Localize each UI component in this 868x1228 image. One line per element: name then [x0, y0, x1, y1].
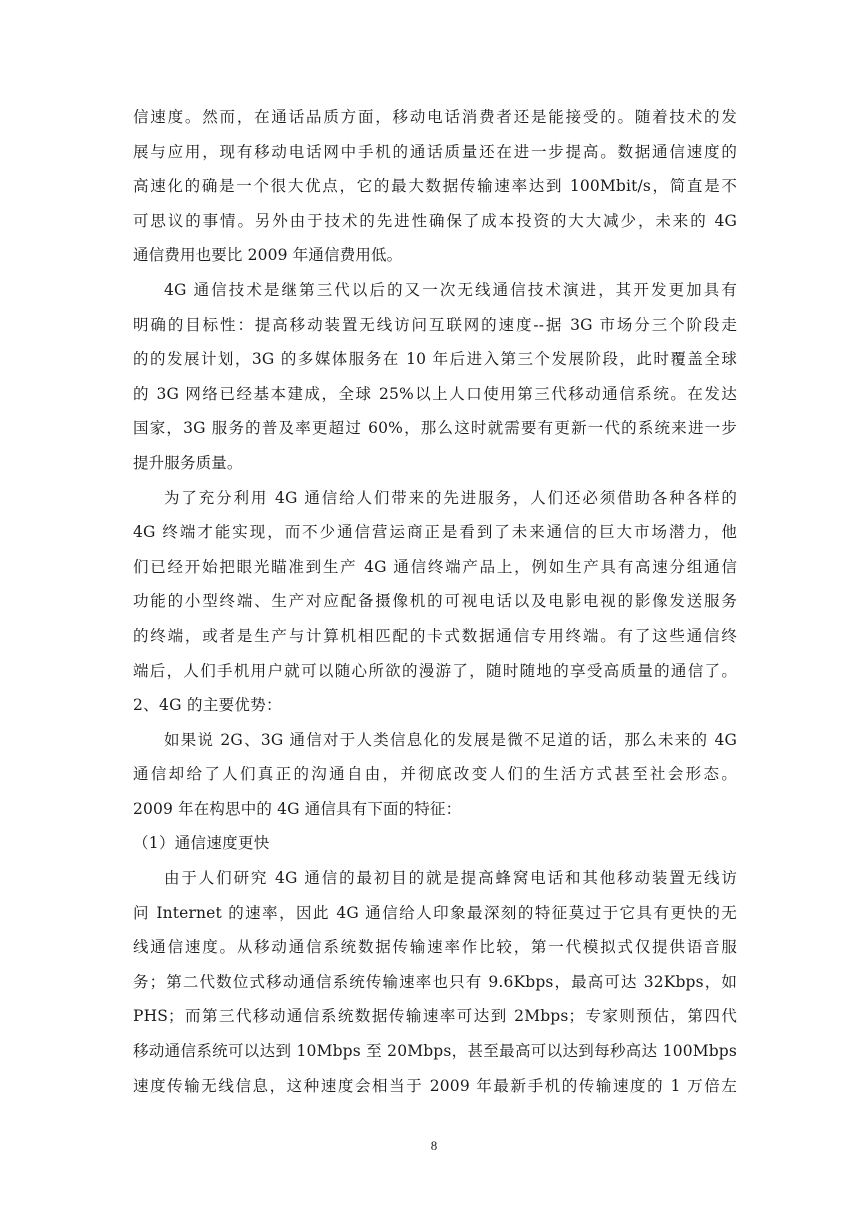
- text-line: 的的发展计划，3G 的多媒体服务在 10 年后进入第三个发展阶段，此时覆盖全球: [133, 350, 737, 369]
- text-line: 可思议的事情。另外由于技术的先进性确保了成本投资的大大减少，未来的 4G: [133, 211, 737, 230]
- page-number: 8: [430, 1138, 438, 1153]
- subsection-heading: （1）通信速度更快: [133, 834, 270, 853]
- text-line: 4G 终端才能实现，而不少通信营运商正是看到了未来通信的巨大市场潜力，他: [133, 523, 737, 542]
- text-line: 信速度。然而，在通话品质方面，移动电话消费者还是能接受的。随着技术的发: [133, 108, 737, 126]
- paragraph-first-line: 4G 通信技术是继第三代以后的又一次无线通信技术演进，其开发更加具有: [164, 280, 737, 299]
- section-heading: 2、4G 的主要优势：: [133, 696, 282, 715]
- text-line: 移动通信系统可以达到 10Mbps 至 20Mbps，甚至最高可以达到每秒高达 100Mbps: [133, 1042, 737, 1061]
- paragraph-first-line: 由于人们研究 4G 通信的最初目的就是提高蜂窝电话和其他移动装置无线访: [164, 869, 737, 888]
- text-line: 速度传输无线信息，这种速度会相当于 2009 年最新手机的传输速度的 1 万倍左: [133, 1076, 737, 1095]
- text-line: 提升服务质量。: [133, 453, 243, 472]
- text-line: 高速化的确是一个很大优点，它的最大数据传输速率达到 100Mbit/s，简直是不: [133, 177, 737, 196]
- text-line: 功能的小型终端、生产对应配备摄像机的可视电话以及电影电视的影像发送服务: [133, 592, 737, 611]
- text-line: PHS；而第三代移动通信系统数据传输速率可达到 2Mbps；专家则预估，第四代: [133, 1007, 737, 1026]
- paragraph-first-line: 如果说 2G、3G 通信对于人类信息化的发展是微不足道的话，那么未来的 4G: [164, 730, 737, 749]
- text-line: 明确的目标性：提高移动装置无线访问互联网的速度--据 3G 市场分三个阶段走: [133, 315, 737, 334]
- paragraph-first-line: 为了充分利用 4G 通信给人们带来的先进服务，人们还必须借助各种各样的: [164, 488, 737, 507]
- text-line: 问 Internet 的速率，因此 4G 通信给人印象最深刻的特征莫过于它具有更快的无: [133, 903, 737, 922]
- text-line: 的终端，或者是生产与计算机相匹配的卡式数据通信专用终端。有了这些通信终: [133, 626, 737, 645]
- body-text: [133, 100, 737, 1103]
- text-line: 国家，3G 服务的普及率更超过 60%，那么这时就需要有更新一代的系统来进一步: [133, 419, 737, 438]
- text-line: 2009 年在构思中的 4G 通信具有下面的特征：: [133, 799, 462, 818]
- text-line: 展与应用，现有移动电话网中手机的通话质量还在进一步提高。数据通信速度的: [133, 142, 737, 161]
- text-line: 通信费用也要比 2009 年通信费用低。: [133, 246, 403, 265]
- text-line: 端后，人们手机用户就可以随心所欲的漫游了，随时随地的享受高质量的通信了。: [133, 661, 737, 680]
- text-line: 务；第二代数位式移动通信系统传输速率也只有 9.6Kbps，最高可达 32Kbps，如: [133, 972, 737, 991]
- text-line: 们已经开始把眼光瞄准到生产 4G 通信终端产品上，例如生产具有高速分组通信: [133, 557, 737, 576]
- text-line: 通信却给了人们真正的沟通自由，并彻底改变人们的生活方式甚至社会形态。: [133, 765, 737, 784]
- text-line: 线通信速度。从移动通信系统数据传输速率作比较，第一代模拟式仅提供语音服: [133, 938, 737, 957]
- text-line: 的 3G 网络已经基本建成，全球 25%以上人口使用第三代移动通信系统。在发达: [133, 384, 737, 403]
